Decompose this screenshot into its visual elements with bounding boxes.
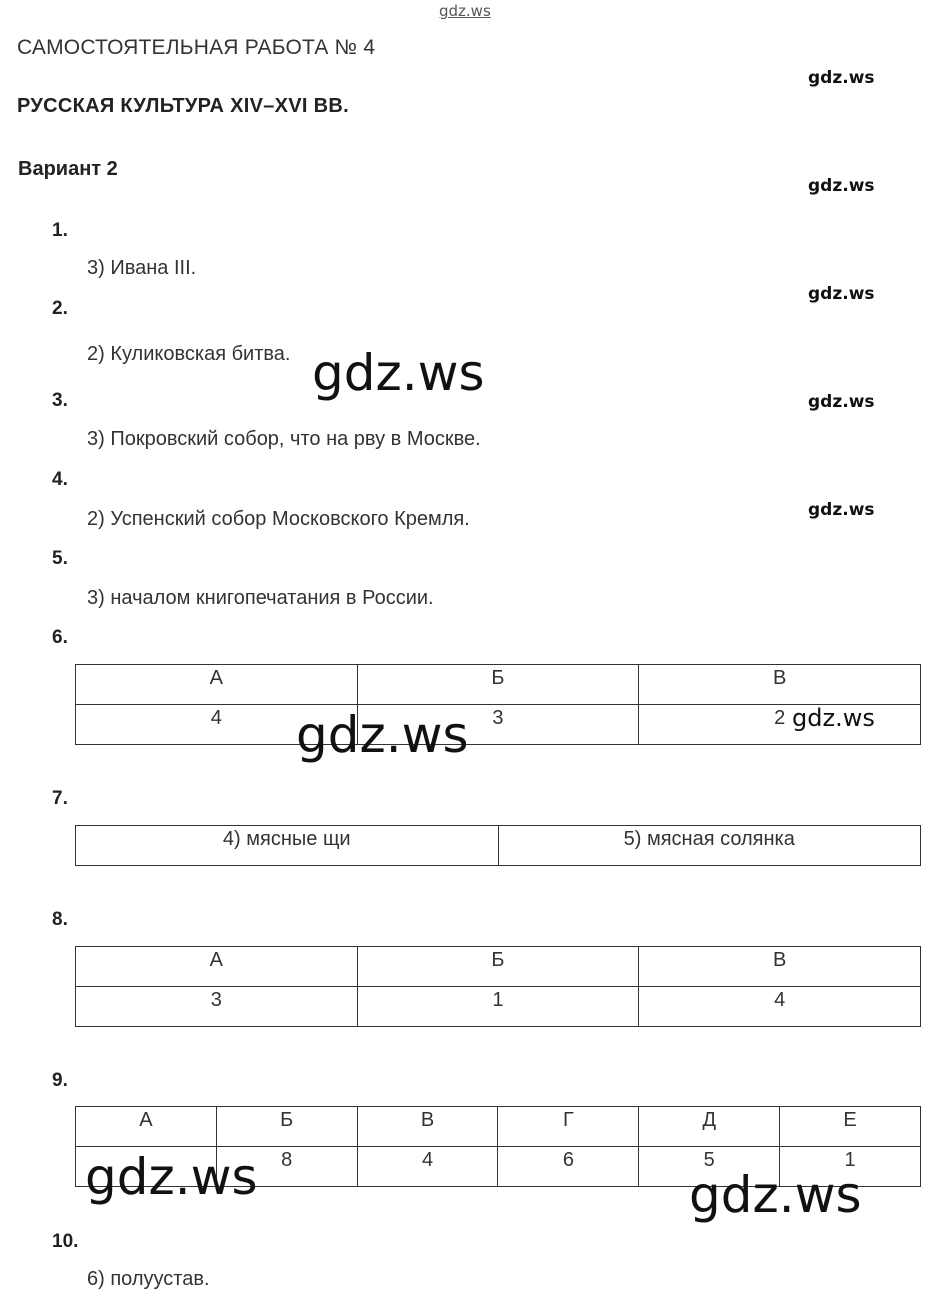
watermark-large-3: gdz.ws	[85, 1148, 258, 1206]
table-header-cell: В	[357, 1107, 498, 1147]
question-number-5: 5.	[52, 548, 68, 569]
table-header-cell: Г	[498, 1107, 639, 1147]
answer-2: 2) Куликовская битва.	[87, 343, 291, 365]
watermark-side-3: gdz.ws	[808, 284, 875, 304]
watermark-large-2: gdz.ws	[296, 706, 469, 764]
table-header-cell: Б	[357, 947, 639, 987]
table-header-cell: Б	[357, 665, 639, 705]
question-number-4: 4.	[52, 469, 68, 490]
table-header-row	[76, 947, 921, 987]
answer-3: 3) Покровский собор, что на рву в Москве.	[87, 428, 481, 450]
question-number-7: 7.	[52, 788, 68, 809]
watermark-side-1: gdz.ws	[808, 68, 875, 88]
table-header-row	[76, 1107, 921, 1147]
table-cell: 4	[357, 1147, 498, 1187]
question-number-3: 3.	[52, 390, 68, 411]
table-cell: 5) мясная солянка	[498, 826, 921, 866]
question-number-1: 1.	[52, 220, 68, 241]
table-cell: 4) мясные щи	[76, 826, 499, 866]
table-header-cell: Д	[639, 1107, 780, 1147]
watermark-large-4: gdz.ws	[689, 1166, 862, 1224]
table-question-8	[75, 946, 921, 1027]
table-header-cell: В	[639, 947, 921, 987]
table-header-cell: А	[76, 1107, 217, 1147]
table-cell: 4	[76, 705, 358, 745]
table-header-row	[76, 665, 921, 705]
table-cell: 3	[357, 705, 639, 745]
table-question-7	[75, 825, 921, 866]
watermark-side-2: gdz.ws	[808, 176, 875, 196]
watermark-side-4: gdz.ws	[808, 392, 875, 412]
watermark-side-5: gdz.ws	[808, 500, 875, 520]
table-row	[76, 826, 921, 866]
watermark-table-6: gdz.ws	[792, 704, 875, 732]
table-header-cell: А	[76, 947, 358, 987]
page-subtitle: РУССКАЯ КУЛЬТУРА XIV–XVI ВВ.	[17, 95, 349, 117]
table-header-cell: Е	[780, 1107, 921, 1147]
table-cell: 1	[780, 1147, 921, 1187]
table-cell: 3	[76, 987, 358, 1027]
question-number-8: 8.	[52, 909, 68, 930]
table-header-cell: Б	[216, 1107, 357, 1147]
watermark-top: gdz.ws	[439, 2, 491, 20]
page-title: САМОСТОЯТЕЛЬНАЯ РАБОТА № 4	[17, 36, 376, 59]
table-cell: 8	[216, 1147, 357, 1187]
watermark-large-1: gdz.ws	[312, 344, 485, 402]
question-number-2: 2.	[52, 298, 68, 319]
answer-1: 3) Ивана III.	[87, 257, 197, 279]
question-number-10: 10.	[52, 1231, 79, 1252]
answer-5: 3) началом книгопечатания в России.	[87, 587, 434, 609]
table-header-cell: А	[76, 665, 358, 705]
table-cell: 6	[498, 1147, 639, 1187]
table-cell: 1	[357, 987, 639, 1027]
question-number-6: 6.	[52, 627, 68, 648]
answer-10: 6) полуустав.	[87, 1268, 210, 1290]
table-cell: 4	[639, 987, 921, 1027]
table-cell: 5	[639, 1147, 780, 1187]
answer-4: 2) Успенский собор Московского Кремля.	[87, 508, 470, 530]
table-cell: 2	[639, 705, 921, 745]
question-number-9: 9.	[52, 1070, 68, 1091]
table-header-cell: В	[639, 665, 921, 705]
table-row	[76, 987, 921, 1027]
variant-label: Вариант 2	[18, 158, 118, 180]
